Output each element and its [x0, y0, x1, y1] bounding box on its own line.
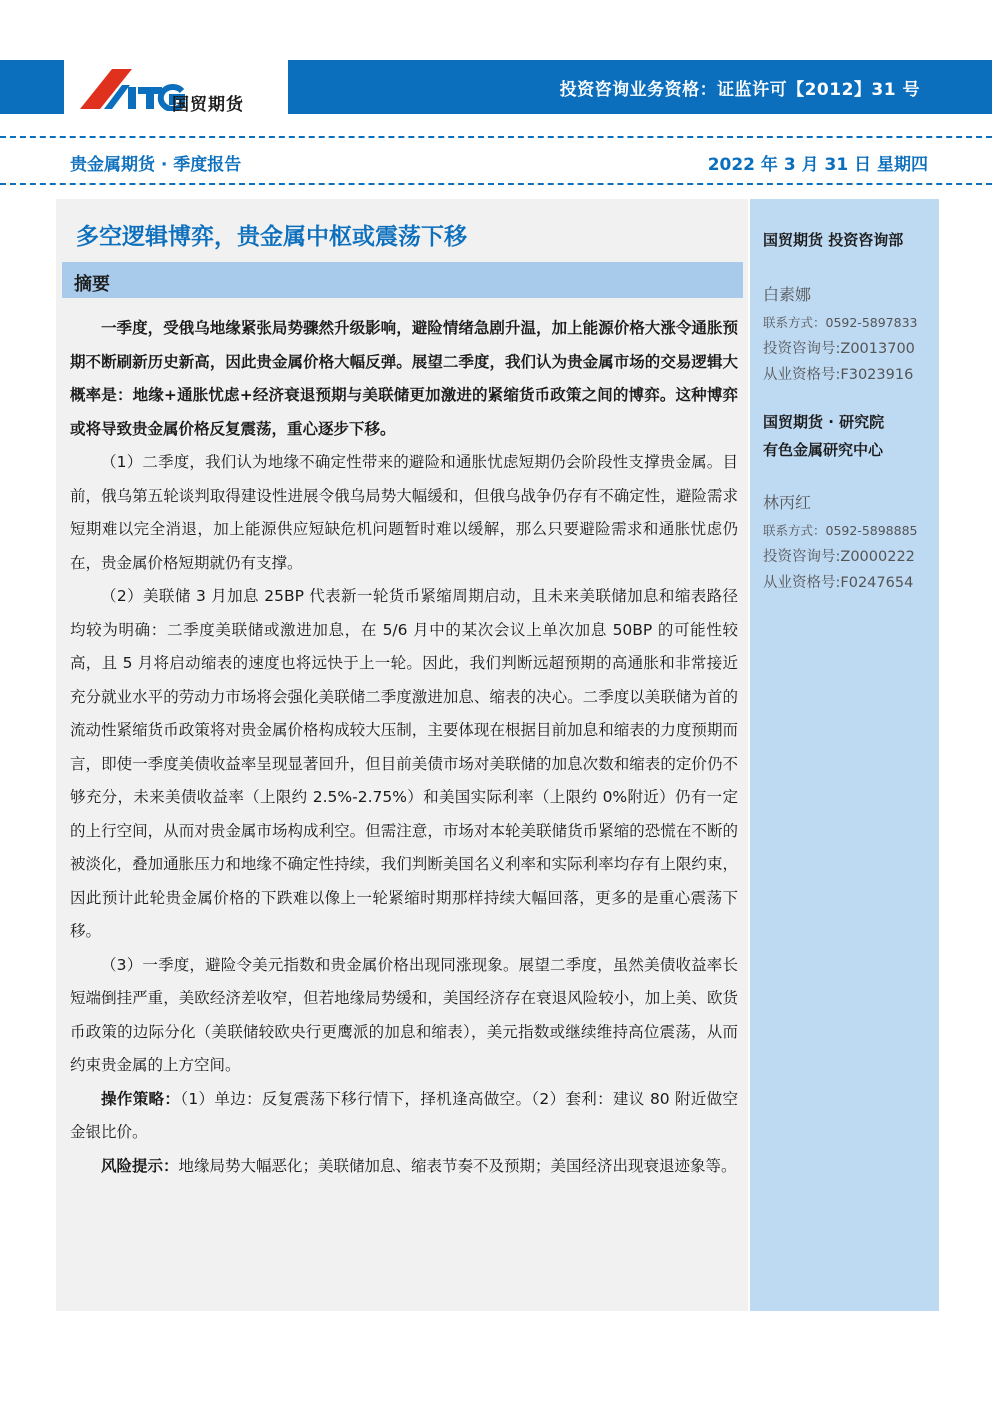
- report-date: 2022 年 3 月 31 日 星期四: [707, 155, 928, 175]
- analyst-contact: 联系方式：0592-5898885: [763, 523, 918, 538]
- paragraph-3: （3）一季度，避险令美元指数和贵金属价格出现同涨现象。展望二季度，虽然美债收益率长短端倒挂严重，美欧经济差收窄，但若地缘局势缓和，美国经济存在衰退风险较小，加上美、欧货币政策的边际分化（美联储较欧央行更鹰派的加息和缩表），美元指数或继续维持高位震荡，从而约束贵金属的上方空间。: [70, 955, 738, 1074]
- paragraph-2: （2）美联储 3 月加息 25BP 代表新一轮货币紧缩周期启动，且未来美联储加息和缩表路径均较为明确：二季度美联储或激进加息，在 5/6 月中的某次会议上单次加息 50BP 的可能性较高，且 5 月将启动缩表的速度也将远快于上一轮。因此，我们判断远超预期的高通胀和非常接近充分就业水平的劳动力市场将会强化美联储二季度激进加息、缩表的决心。二季度以美联储为首的流动性紧缩货币政策将对贵金属价格构成较大压制，主要体现在根据目前加息和缩表的力度预期而言，即使一季度美债收益率呈现显著回升，但目前美债市场对美联储的加息次数和缩表的定价仍不够充分，未来美债收益率（上限约 2.5%-2.75%）和美国实际利率（上限约 0%附近）仍有一定的上行空间，从而对贵金属市场构成利空。但需注意，市场对本轮美联储货币紧缩的恐慌在不断的被淡化，叠加通胀压力和地缘不确定性持续，我们判断美国名义利率和实际利率均存有上限约束，因此预计此轮贵金属价格的下跌难以像上一轮紧缩时期那样持续大幅回落，更多的是重心震荡下移。: [70, 587, 738, 940]
- strategy-paragraph: [70, 1083, 738, 1150]
- risk-paragraph: [70, 1150, 738, 1184]
- analyst-block-2: [763, 490, 935, 596]
- risk-label: 风险提示：: [101, 1156, 179, 1175]
- institute-line-2: 有色金属研究中心: [763, 441, 884, 459]
- analyst-advisory-id: 投资咨询号:Z0000222: [763, 549, 915, 565]
- divider-bottom: [0, 183, 992, 185]
- report-title: 多空逻辑博弈，贵金属中枢或震荡下移: [76, 224, 467, 250]
- analyst-name: 白素娜: [763, 285, 812, 304]
- strategy-text: （1）单边：反复震荡下移行情下，择机逢高做空。（2）套利：建议 80 附近做空金银比价。: [70, 1089, 738, 1141]
- analyst-practice-id: 从业资格号:F0247654: [763, 575, 914, 591]
- analyst-advisory-id: 投资咨询号:Z0013700: [763, 341, 915, 357]
- analyst-contact: 联系方式：0592-5897833: [763, 315, 918, 330]
- license-text: 投资咨询业务资格：证监许可【2012】31 号: [559, 80, 920, 100]
- analyst-name: 林丙红: [763, 493, 812, 512]
- paragraph-1: （1）二季度，我们认为地缘不确定性带来的避险和通胀忧虑短期仍会阶段性支撑贵金属。目前，俄乌第五轮谈判取得建设性进展令俄乌局势大幅缓和，但俄乌战争仍存有不确定性，避险需求短期难以完全消退，加上能源供应短缺危机问题暂时难以缓解，那么只要避险需求和通胀忧虑仍在，贵金属价格短期就仍有支撑。: [70, 453, 738, 572]
- sidebar-dept: 国贸期货 投资咨询部: [763, 231, 904, 249]
- institute-line-1: 国贸期货 · 研究院: [763, 413, 885, 431]
- risk-text: 地缘局势大幅恶化；美联储加息、缩表节奏不及预期；美国经济出现衰退迹象等。: [178, 1156, 737, 1175]
- summary-body: [70, 312, 738, 1183]
- summary-heading: 摘要: [74, 274, 110, 295]
- lead-paragraph: 一季度，受俄乌地缘紧张局势骤然升级影响，避险情绪急剧升温，加上能源价格大涨令通胀预期不断刷新历史新高，因此贵金属价格大幅反弹。展望二季度，我们认为贵金属市场的交易逻辑大概率是：地缘+通胀忧虑+经济衰退预期与美联储更加激进的紧缩货币政策之间的博弈。这种博弈或将导致贵金属价格反复震荡，重心逐步下移。: [70, 319, 738, 438]
- strategy-label: 操作策略：: [101, 1089, 181, 1108]
- company-name: 国贸期货: [172, 95, 244, 115]
- logo: [64, 58, 288, 116]
- report-type: 贵金属期货 · 季度报告: [70, 155, 242, 175]
- summary-heading-bar: [62, 262, 743, 298]
- divider-top: [0, 136, 992, 138]
- analyst-block-1: [763, 282, 935, 388]
- institute-block: [763, 408, 935, 464]
- analyst-practice-id: 从业资格号:F3023916: [763, 367, 914, 383]
